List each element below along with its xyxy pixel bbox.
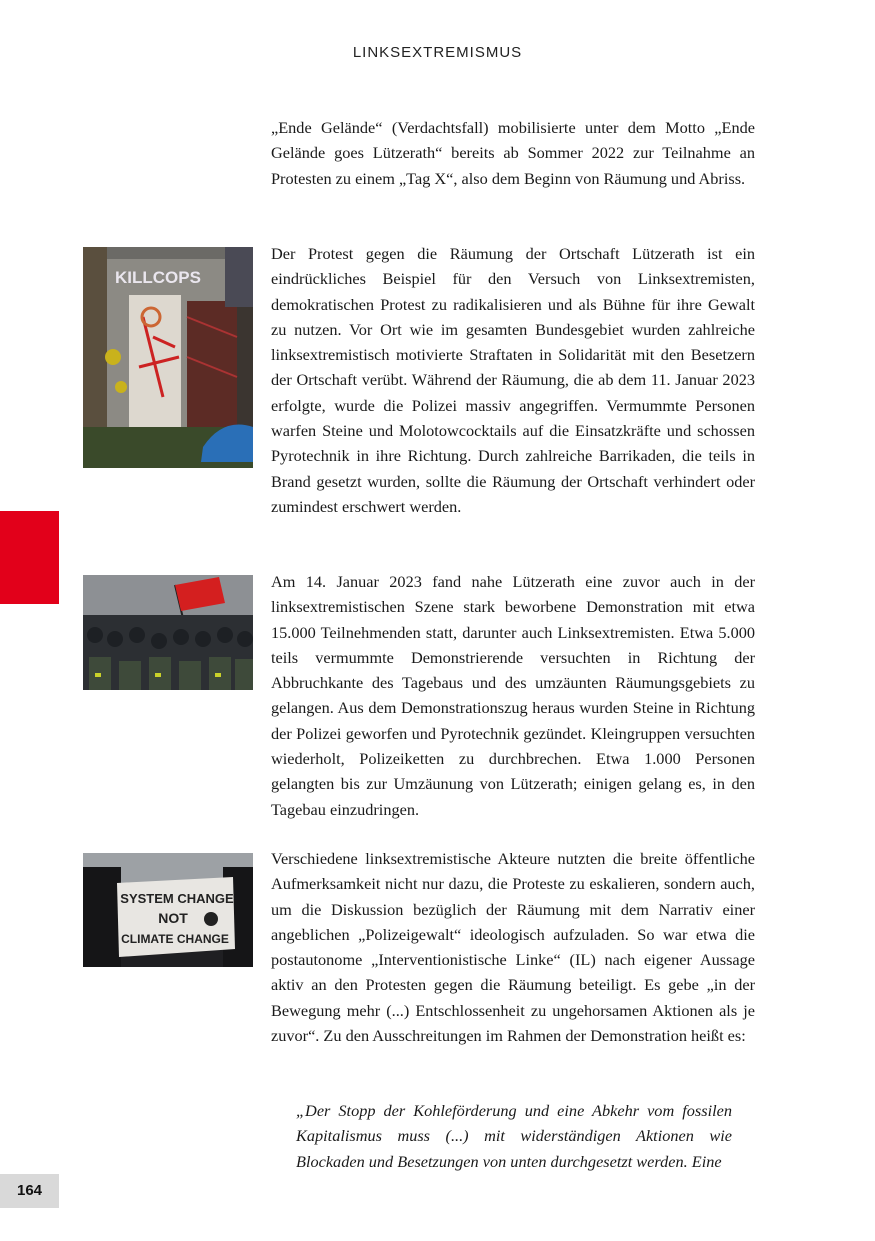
block-quote: „Der Stopp der Kohleförderung und eine Abkehr vom fossilen Kapitalismus muss (...) mit widerständigen Aktionen wie Blockaden und Besetzungen von unten durchgesetzt werden. Eine: [296, 1101, 732, 1171]
climate-banner-photo: [83, 853, 253, 967]
paragraph-raeumung-protest: Der Protest gegen die Räumung der Ortschaft Lützerath ist ein eindrückliches Beispiel für den Versuch von Linksextremisten, demokratischen Protest zu radikalisieren und als Bühne für ihre Gewalt zu nutzen. Vor Ort wie im gesamten Bundesgebiet wurden zahlreiche linksextremistisch motivierte Straftaten in Solidarität mit den Besetzern der Ortschaft verübt. Während der Räumung, die ab dem 11. Januar 2023 erfolgte, wurde die Polizei massiv angegriffen. Vermummte Personen warfen Steine und Molotowcocktails auf die Einsatzkräfte und schossen Pyrotechnik in ihre Richtung. Durch zahlreiche Barrikaden, die teils in Brand gesetzt wurden, sollte die Räumung der Ortschaft verhindert oder zumindest erschwert werden.: [271, 244, 755, 516]
graffiti-text: KILLCOPS: [115, 268, 201, 287]
paragraph-akteure: Verschiedene linksextremistische Akteure nutzten die breite öffentliche Aufmerksamkeit nicht nur dazu, die Proteste zu eskalieren, sondern auch, um die Diskussion bezüglich der Räumung mit dem Narrativ einer angeblichen „Polizeigewalt“ ideologisch aufzuladen. So war etwa die postautonome „Interventionistische Linke“ (IL) nach eigener Aussage aktiv an den Protesten gegen die Räumung beteiligt. Es gebe „in der Bewegung mehr (...) Entschlossenheit zu ungehorsamen Aktionen als je zuvor“. Zu den Ausschreitungen im Rahmen der Demonstration heißt es:: [271, 849, 755, 1046]
paragraph-demonstration: Am 14. Januar 2023 fand nahe Lützerath eine zuvor auch in der linksextremistischen Szene stark beworbene Demonstration mit etwa 15.000 Teilnehmenden statt, darunter auch Linksextremisten. Etwa 5.000 teils vermummte Demonstrierende versuchten in Richtung der Abbruchkante des Tagebaus und des umzäunten Räumungsgebiets zu gelangen. Aus dem Demonstrationszug heraus wurden Steine in Richtung der Polizei geworfen und Pyrotechnik gezündet. Kleingruppen versuchten wiederholt, Polizeiketten zu durchbrechen. Etwa 1.000 Personen gelangten bis zur Umzäunung von Lützerath; einigen gelang es, in den Tagebau einzudringen.: [271, 572, 755, 819]
graffiti-photo: [83, 247, 253, 468]
banner-text-line2: NOT: [158, 910, 188, 926]
banner-text-line1: SYSTEM CHANGE: [120, 891, 234, 906]
demonstration-crowd-photo: [83, 575, 253, 690]
chapter-tab-marker: [0, 511, 59, 604]
running-header: LINKSEXTREMISMUS: [352, 44, 523, 61]
paragraph-ende-gelaende: „Ende Gelände“ (Verdachtsfall) mobilisierte unter dem Motto „Ende Gelände goes Lützerath“ bereits ab Sommer 2022 zur Teilnahme an Protesten zu einem „Tag X“, also dem Beginn von Räumung und Abriss.: [271, 118, 755, 188]
banner-text-line3: CLIMATE CHANGE: [121, 932, 229, 946]
page-number: 164: [0, 1174, 59, 1208]
